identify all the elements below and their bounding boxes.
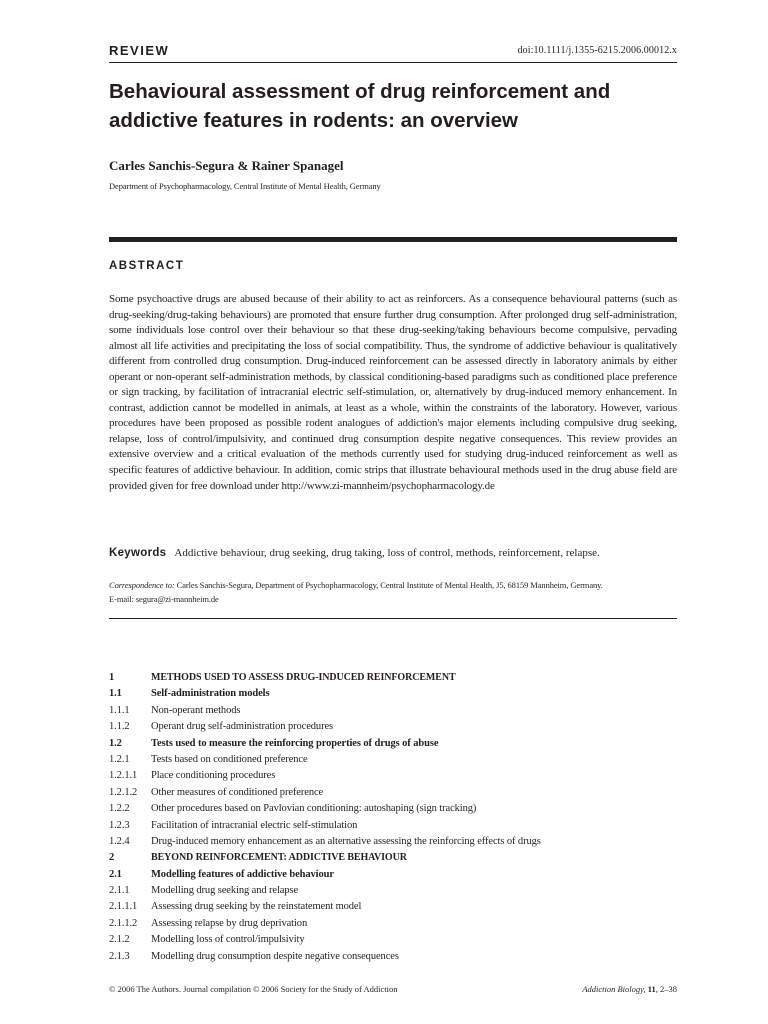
toc-entry-number: 2.1.1.2 [109, 917, 138, 929]
toc-entry-title: Tests used to measure the reinforcing properties of drugs of abuse [151, 737, 439, 749]
correspondence-rule [109, 618, 677, 619]
toc-entry-title: METHODS USED TO ASSESS DRUG-INDUCED REINFORCEMENT [151, 672, 456, 683]
toc-entry [109, 670, 709, 686]
abstract-top-rule [109, 237, 677, 242]
toc-entry-title: Drug-induced memory enhancement as an alternative assessing the reinforcing effects of drugs [151, 835, 541, 847]
toc-entry-title: Self-administration models [151, 688, 270, 700]
toc-entry-number: 2.1.2 [109, 934, 130, 946]
toc-entry [109, 916, 709, 932]
toc-entry-number: 1.2 [109, 737, 122, 749]
correspondence-email[interactable]: E-mail: segura@zi-mannheim.de [109, 593, 219, 604]
correspondence-label: Correspondence to: [109, 580, 175, 590]
keywords-text: Addictive behaviour, drug seeking, drug taking, loss of control, methods, reinforcement, relapse. [174, 547, 600, 559]
toc-entry-number: 1.2.4 [109, 835, 130, 847]
toc-entry [109, 801, 709, 817]
toc-entry [109, 736, 709, 752]
toc-entry-number: 2.1 [109, 868, 122, 880]
section-label: REVIEW [109, 43, 170, 58]
toc-entry-number: 2.1.3 [109, 950, 130, 962]
correspondence-text: Carles Sanchis-Segura, Department of Psychopharmacology, Central Institute of Mental Health, J5, 68159 Mannheim, Germany. [176, 580, 603, 590]
toc-entry [109, 883, 709, 899]
toc-entry [109, 752, 709, 768]
toc-entry [109, 785, 709, 801]
toc-entry-title: Assessing drug seeking by the reinstatement model [151, 901, 362, 913]
keywords-label: Keywords [109, 547, 167, 559]
abstract-heading: ABSTRACT [109, 260, 185, 272]
toc-entry [109, 850, 709, 866]
toc-entry [109, 818, 709, 834]
toc-entry-number: 1.2.3 [109, 819, 130, 831]
toc-entry-title: Other procedures based on Pavlovian conditioning: autoshaping (sign tracking) [151, 803, 477, 815]
toc-entry-title: Operant drug self-administration procedures [151, 721, 334, 733]
toc-entry-number: 2.1.1.1 [109, 901, 138, 913]
abstract-text: Some psychoactive drugs are abused because of their ability to act as reinforcers. As a consequence behavioural patterns (such as drug-seeking/drug-taking behaviours) are promoted that ensure further drug consumption. After prolonged drug self-administration, some individuals lose control over their behaviour so that these drug-seeking/taking behaviours become compulsive, pervading almost all life activities and precipitating the loss of social compatibility. Thus, the syndrome of addictive behaviour is qualitatively different from controlled drug consumption. Drug-induced reinforcement can be assessed directly in laboratory animals by either operant or non-operant self-administration methods, by classical conditioning-based paradigms such as conditioned place preference or sign tracking, by facilitation of intracranial electric self-stimulation, or, alternatively by drug-induced memory enhancement. In contrast, addiction cannot be modelled in animals, at least as a whole, within the constraints of the laboratory. However, various procedures have been proposed as possible rodent analogues of addiction's major elements including compulsive drug seeking, relapse, loss of control/impulsivity, and continued drug consumption despite negative consequences. This review provides an extensive overview and a critical evaluation of the methods currently used for studying drug-induced reinforcement as well as specific features of addictive behaviour. In addition, comic strips that illustrate behavioural methods used in the drug abuse field are provided given for free download under http://www.zi-mannheim/psychopharmacology.de [109, 293, 677, 492]
affiliation: Department of Psychopharmacology, Central Institute of Mental Health, Germany [109, 181, 381, 191]
authors: Carles Sanchis-Segura & Rainer Spanagel [109, 158, 344, 173]
toc-entry-number: 1.2.1 [109, 753, 130, 765]
footer-journal: Addiction Biology, [582, 984, 646, 994]
toc-entry [109, 719, 709, 735]
toc-entry-title: Modelling drug seeking and relapse [151, 885, 299, 897]
toc-entry-title: Place conditioning procedures [151, 770, 276, 782]
toc-entry [109, 686, 709, 702]
toc-entry-number: 1.2.2 [109, 803, 130, 815]
toc-entry-number: 1.1.1 [109, 704, 130, 716]
toc-entry [109, 867, 709, 883]
toc-entry-title: BEYOND REINFORCEMENT: ADDICTIVE BEHAVIOUR [151, 852, 407, 864]
toc-entry-number: 2 [109, 852, 115, 864]
toc-entry-number: 1.1.2 [109, 721, 130, 733]
toc-entry-number: 2.1.1 [109, 885, 130, 897]
toc-entry-title: Tests based on conditioned preference [151, 753, 308, 765]
toc-entry-title: Facilitation of intracranial electric self-stimulation [151, 819, 358, 831]
footer-volume: 11 [647, 984, 656, 994]
footer-citation [582, 984, 677, 994]
toc-entry [109, 949, 709, 965]
toc-entry-number: 1.1 [109, 688, 122, 700]
toc-entry-title: Non-operant methods [151, 704, 241, 716]
toc-entry [109, 932, 709, 948]
toc-entry-title: Modelling drug consumption despite negative consequences [151, 950, 399, 962]
toc-entry [109, 768, 709, 784]
table-of-contents [109, 670, 709, 965]
toc-entry-number: 1.2.1.1 [109, 770, 138, 782]
footer-pages: , 2–38 [655, 984, 677, 994]
footer-copyright: © 2006 The Authors. Journal compilation © 2006 Society for the Study of Addiction [109, 984, 398, 994]
toc-entry-title: Modelling features of addictive behaviour [151, 868, 334, 880]
toc-entry-number: 1 [109, 672, 115, 683]
toc-entry [109, 899, 709, 915]
header-rule [109, 62, 677, 63]
toc-entry [109, 834, 709, 850]
doi[interactable]: doi:10.1111/j.1355-6215.2006.00012.x [517, 45, 677, 56]
correspondence [109, 579, 677, 606]
toc-entry [109, 703, 709, 719]
keywords [109, 547, 689, 559]
article-title: Behavioural assessment of drug reinforcement and addictive features in rodents: an overview [109, 80, 611, 132]
toc-entry-number: 1.2.1.2 [109, 786, 138, 798]
toc-entry-title: Other measures of conditioned preference [151, 786, 324, 798]
toc-entry-title: Modelling loss of control/impulsivity [151, 934, 305, 946]
toc-entry-title: Assessing relapse by drug deprivation [151, 917, 308, 929]
